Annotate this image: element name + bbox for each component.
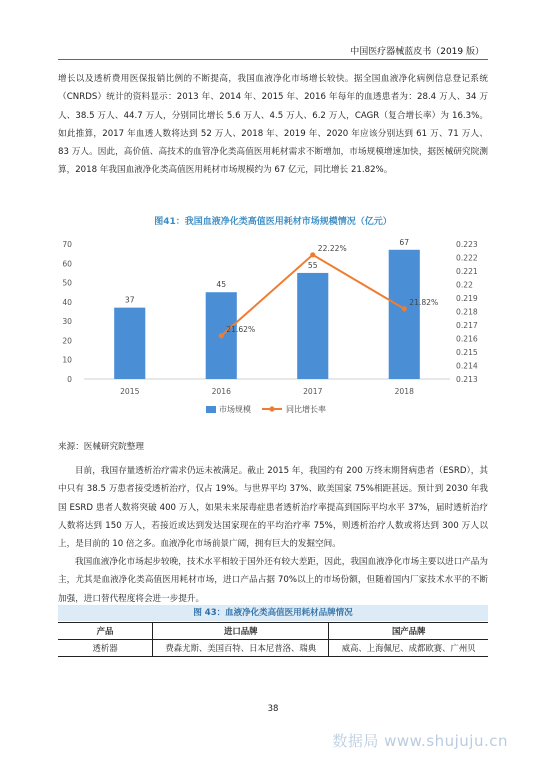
paragraph-1 <box>58 70 488 180</box>
y-left-tick-label: 50 <box>62 278 72 288</box>
legend-label-bars: 市场规模 <box>219 405 251 414</box>
bar-data-label: 45 <box>216 280 227 290</box>
growth-rate-point <box>402 306 407 311</box>
y-right-tick-label: 0.223 <box>456 240 478 249</box>
y-right-tick-label: 0.219 <box>456 294 478 303</box>
paragraph-3 <box>58 553 488 608</box>
y-left-tick-label: 70 <box>62 240 72 249</box>
y-left-tick-label: 10 <box>62 355 72 365</box>
line-data-label: 22.22% <box>317 243 347 253</box>
bar-data-label: 67 <box>399 237 410 247</box>
paragraph-2 <box>58 462 488 553</box>
header-rule <box>58 59 488 60</box>
y-right-tick-label: 0.215 <box>456 348 478 357</box>
line-data-label: 21.62% <box>226 324 256 334</box>
y-right-tick-label: 0.22 <box>456 280 473 290</box>
table-title: 图 43：血液净化类高值医用耗材品牌情况 <box>58 605 488 621</box>
y-left-tick-label: 0 <box>67 375 72 384</box>
y-right-tick-label: 0.213 <box>456 375 478 384</box>
page-number: 38 <box>267 704 279 714</box>
chart-title: 图41：我国血液净化类高值医用耗材市场规模情况（亿元） <box>154 217 392 227</box>
table-header-row <box>58 623 488 640</box>
legend-label-line: 同比增长率 <box>286 405 326 414</box>
paragraph-1-text: 增长以及透析费用医保报销比例的不断提高，我国血液净化市场增长较快。据全国血液净化病例信息登记系统（CNRDS）统计的资料显示：2013 年、2014 年、2015 年、2016 年每年的血透患者为：28.4 万人、34 万人、38.5 万人、44.7 万人，分别同比增长 5.6 万人、4.5 万人、6.2 万人，CAGR（复合增长率）为 16.3%。如此推算，2017 年血透人数将达到 52 万人、2018 年、2019 年、2020 年应该分别达到 61 万、71 万人、83 万人。因此，高价值、高技术的血管净化类高值医用耗材需求不断增加，市场规模增速加快，据医械研究院测算，2018 年我国血液净化类高值医用耗材市场规模约为 67 亿元，同比增长 21.82%。 <box>58 74 488 176</box>
bar <box>389 250 420 379</box>
y-left-tick-label: 30 <box>62 317 72 327</box>
y-right-tick-label: 0.218 <box>456 307 478 317</box>
brand-table <box>58 622 488 657</box>
growth-rate-point <box>310 252 315 257</box>
legend-swatch-marker <box>269 406 274 411</box>
table-cell: 透析器 <box>58 640 153 657</box>
bar-data-label: 37 <box>124 295 135 305</box>
source-note: 来源：医械研究院整理 <box>58 442 144 452</box>
paragraph-3-text: 我国血液净化市场起步较晚，技术水平相较于国外还有较大差距，因此，我国血液净化市场主要以进口产品为主，尤其是血液净化类高值医用耗材市场，进口产品占据 70%以上的市场份额，但随着国内厂家技术水平的不断加强，进口替代程度将会进一步提升。 <box>58 557 488 604</box>
watermark: 数据局 www.shujuju.cn <box>332 732 508 750</box>
y-right-tick-label: 0.214 <box>456 361 478 371</box>
bar <box>297 273 328 379</box>
legend-swatch-bars <box>206 406 216 413</box>
table-cell: 威高、上海佩尼、成都欧赛、广州贝 <box>329 640 488 657</box>
paragraph-2-text: 目前，我国存量透析治疗需求仍远未被满足。截止 2015 年，我国约有 200 万终末期肾病患者（ESRD），其中只有 38.5 万患者接受透析治疗，仅占 19%。与世界平均 37%、欧美国家 75%相距甚远。预计到 2030 年我国 ESRD 患者人数将突破 400 万人，如果未来尿毒症患者透析治疗率提高到国际平均水平 37%，届时透析治疗人数将达到 150 万人，若接近或达到发达国家现在的平均治疗率 75%，则透析治疗人数或将达到 300 万人以上，是目前的 10 倍之多。血液净化市场前景广阔，拥有巨大的发掘空间。 <box>58 466 488 550</box>
market-size-chart <box>58 228 488 428</box>
x-tick-label: 2017 <box>303 387 323 396</box>
y-left-tick-label: 20 <box>62 336 72 346</box>
line-data-label: 21.82% <box>409 297 439 307</box>
running-header: 中国医疗器械蓝皮书（2019 版） <box>350 47 484 57</box>
table-row <box>58 640 488 657</box>
growth-rate-point <box>219 333 224 338</box>
table-header-imported: 进口品牌 <box>153 623 329 640</box>
y-left-tick-label: 40 <box>62 297 72 307</box>
table-header-domestic: 国产品牌 <box>329 623 488 640</box>
table-cell: 费森尤斯、美国百特、日本尼普洛、瑞典 <box>153 640 329 657</box>
y-right-tick-label: 0.216 <box>456 334 478 344</box>
x-tick-label: 2016 <box>211 387 231 396</box>
table-header-product: 产品 <box>58 623 153 640</box>
x-tick-label: 2018 <box>394 387 414 396</box>
bar-data-label: 55 <box>307 260 318 270</box>
y-right-tick-label: 0.222 <box>456 253 478 263</box>
bar <box>114 308 145 379</box>
y-right-tick-label: 0.221 <box>456 267 478 276</box>
x-tick-label: 2015 <box>120 387 140 396</box>
y-left-tick-label: 60 <box>62 259 72 269</box>
y-right-tick-label: 0.217 <box>456 321 478 330</box>
